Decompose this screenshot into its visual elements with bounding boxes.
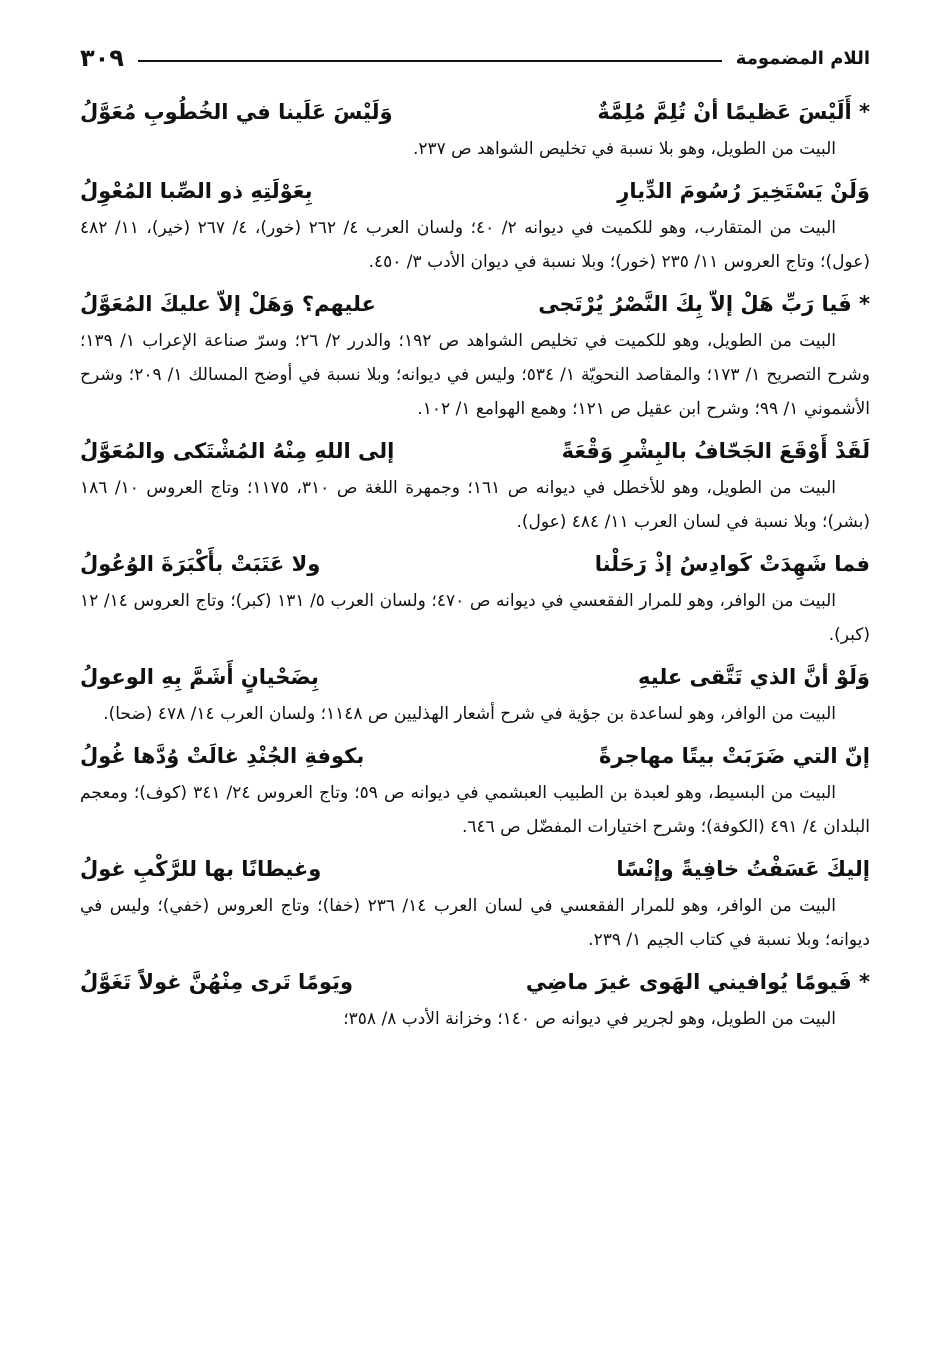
entry [80, 544, 870, 652]
verse-line [80, 171, 870, 211]
verse-line [80, 92, 870, 132]
citation-note: البيت من الوافر، وهو للمرار الفقعسي في لسان العرب ١٤/ ٢٣٦ (خفا)؛ وتاج العروس (خفي)؛ وليس في ديوانه؛ وبلا نسبة في كتاب الجيم ١/ ٢٣٩. [80, 896, 870, 950]
verse-second-hemistich: بِضَحْيانٍ أَشَمَّ بِهِ الوعولُ [80, 665, 319, 689]
citation-note: البيت من الوافر، وهو للمرار الفقعسي في ديوانه ص ٤٧٠؛ ولسان العرب ٥/ ١٣١ (كبر)؛ وتاج العروس ١٤/ ١٢ (كبر). [80, 591, 870, 645]
page-number: ٣٠٩ [80, 44, 124, 72]
verse-first-hemistich: لَقَدْ أَوْقَعَ الجَحّافُ بالبِشْرِ وَقْعَةً [561, 439, 870, 463]
citation-note: البيت من المتقارب، وهو للكميت في ديوانه ٢/ ٤٠؛ ولسان العرب ٤/ ٢٦٢ (خور)، ٤/ ٢٦٧ (خير)، ١١/ ٤٨٢ (عول)؛ وتاج العروس ١١/ ٢٣٥ (خور)؛ وبلا نسبة في ديوان الأدب ٣/ ٤٥٠. [80, 218, 870, 272]
verse-first-hemistich: وَلَنْ يَسْتَخِيرَ رُسُومَ الدِّيارِ [617, 179, 870, 203]
verse-second-hemistich: وغيطانًا بها للرَّكْبِ غولُ [80, 857, 322, 881]
page-header [80, 38, 870, 78]
entry [80, 431, 870, 539]
entry [80, 284, 870, 426]
header-divider [138, 60, 722, 62]
citation-note: البيت من البسيط، وهو لعبدة بن الطبيب العبشمي في ديوانه ص ٥٩؛ وتاج العروس ٢٤/ ٣٤١ (كوف)؛ ومعجم البلدان ٤/ ٤٩١ (الكوفة)؛ وشرح اختيارات المفضّل ص ٦٤٦. [80, 783, 870, 837]
verse-line [80, 962, 870, 1002]
entry [80, 92, 870, 166]
verse-line [80, 544, 870, 584]
verse-first-hemistich: * فَيومًا يُوافيني الهَوى غيرَ ماضِي [525, 970, 870, 994]
entry [80, 171, 870, 279]
book-page [80, 38, 870, 1316]
verse-first-hemistich: وَلَوْ أنَّ الذي تَتَّقى عليهِ [638, 665, 870, 689]
entry [80, 736, 870, 844]
citation-note: البيت من الطويل، وهو بلا نسبة في تخليص الشواهد ص ٢٣٧. [412, 139, 836, 159]
citation-note: البيت من الطويل، وهو لجرير في ديوانه ص ١٤٠؛ وخزانة الأدب ٨/ ٣٥٨؛ [343, 1009, 836, 1029]
entry [80, 657, 870, 731]
verse-line [80, 284, 870, 324]
citation-note: البيت من الوافر، وهو لساعدة بن جؤية في شرح أشعار الهذليين ص ١١٤٨؛ ولسان العرب ١٤/ ٤٧٨ (ضحا). [103, 704, 836, 724]
entries-list [80, 92, 870, 1036]
entry [80, 849, 870, 957]
verse-line [80, 736, 870, 776]
verse-second-hemistich: بِعَوْلَتِهِ ذو الصِّبا المُعْوِلُ [80, 179, 313, 203]
entry [80, 962, 870, 1036]
verse-second-hemistich: وَلَيْسَ عَلَينا في الخُطُوبِ مُعَوَّلُ [80, 100, 393, 124]
verse-first-hemistich: * فَيا رَبِّ هَلْ إلاّ بِكَ النَّصْرُ يُرْتَجى [538, 292, 870, 316]
verse-second-hemistich: إلى اللهِ مِنْهُ المُشْتَكى والمُعَوَّلُ [80, 439, 395, 463]
verse-first-hemistich: فما شَهِدَتْ كَوادِسُ إذْ رَحَلْنا [594, 552, 870, 576]
verse-first-hemistich: إنّ التي ضَرَبَتْ بيتًا مهاجرةً [598, 744, 870, 768]
verse-second-hemistich: ولا عَتَبَتْ بأَكْبَرَةَ الوُعُولُ [80, 552, 321, 576]
citation-note: البيت من الطويل، وهو للأخطل في ديوانه ص ١٦١؛ وجمهرة اللغة ص ٣١٠، ١١٧٥؛ وتاج العروس ١٠/ ١٨٦ (بشر)؛ وبلا نسبة في لسان العرب ١١/ ٤٨٤ (عول). [80, 478, 870, 532]
verse-second-hemistich: بكوفةِ الجُنْدِ غالَتْ وُدَّها غُولُ [80, 744, 365, 768]
verse-second-hemistich: عليهم؟ وَهَلْ إلاّ عليكَ المُعَوَّلُ [80, 292, 376, 316]
verse-second-hemistich: ويَومًا تَرى مِنْهُنَّ غولاً تَغَوَّلُ [80, 970, 354, 994]
section-title: اللام المضمومة [735, 47, 870, 69]
verse-first-hemistich: إليكَ عَسَفْتُ خافِيةً وإنْسًا [616, 857, 870, 881]
verse-line [80, 657, 870, 697]
citation-note: البيت من الطويل، وهو للكميت في تخليص الشواهد ص ١٩٢؛ والدرر ٢/ ٢٦؛ وسرّ صناعة الإعراب ١/ ١٣٩؛ وشرح التصريح ١/ ١٧٣؛ والمقاصد النحويّة ١/ ٥٣٤؛ وليس في ديوانه؛ وبلا نسبة في أوضح المسالك ١/ ٢٠٩؛ وشرح الأشموني ١/ ٩٩؛ وشرح ابن عقيل ص ١٢١؛ وهمع الهوامع ١/ ١٠٢. [80, 331, 870, 419]
verse-line [80, 849, 870, 889]
verse-line [80, 431, 870, 471]
verse-first-hemistich: * أَلَيْسَ عَظيمًا أنْ تُلِمَّ مُلِمَّةٌ [597, 100, 870, 124]
